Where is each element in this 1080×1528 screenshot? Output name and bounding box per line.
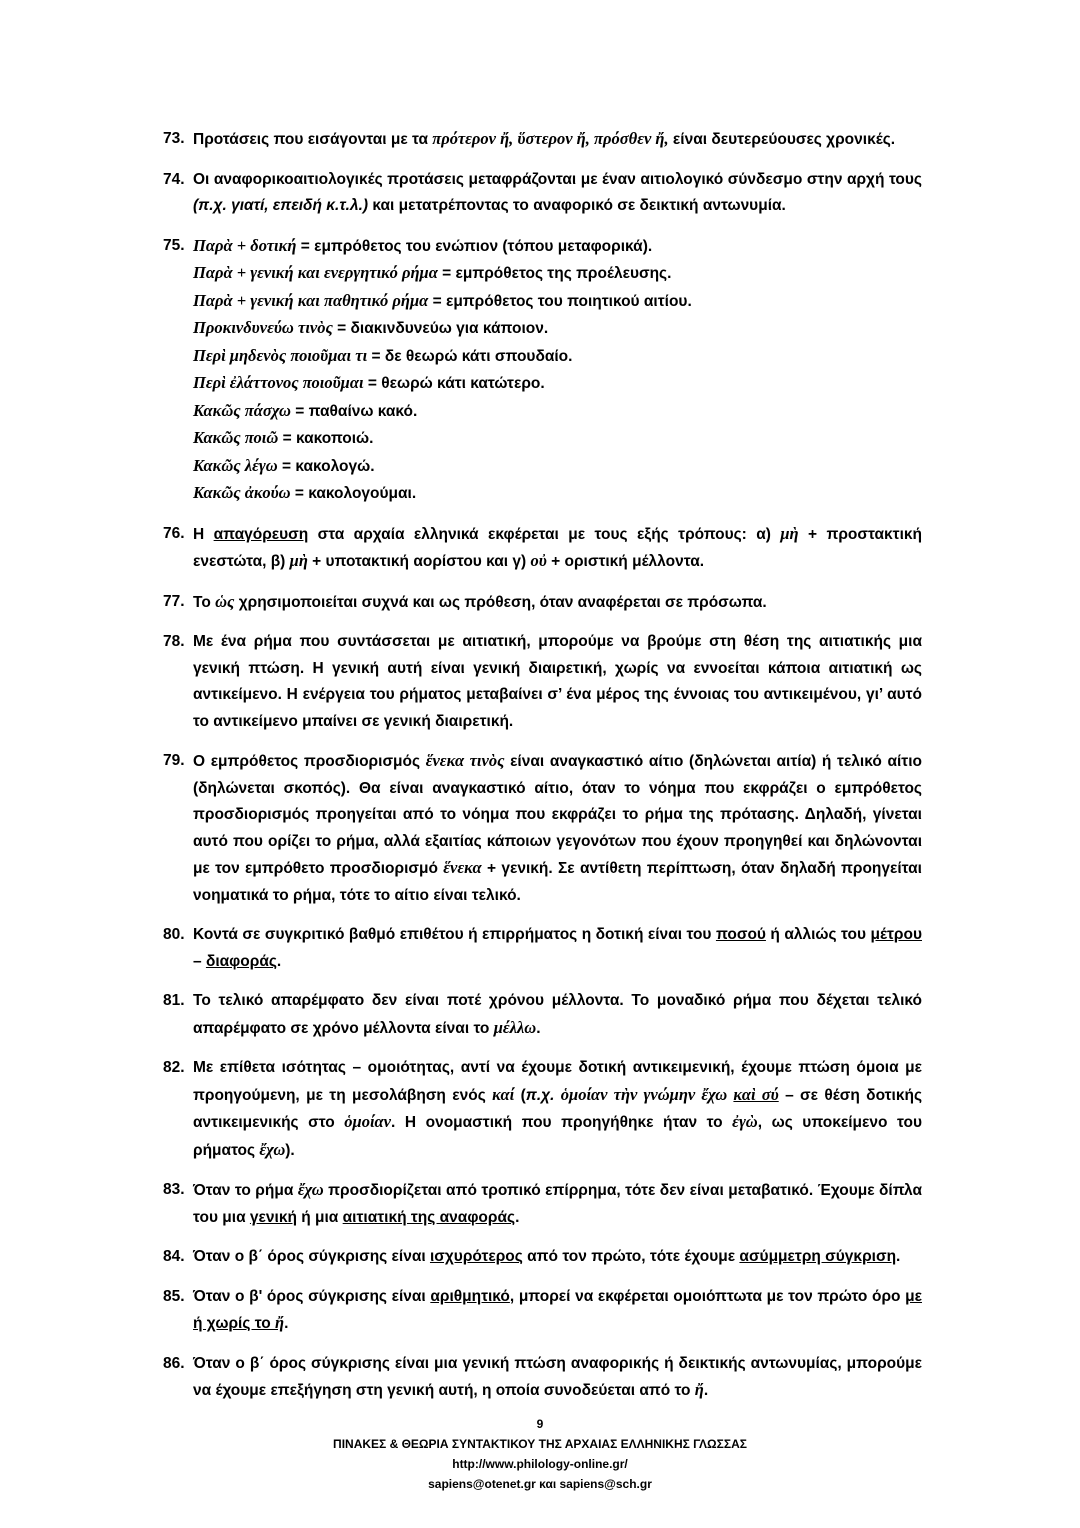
item-text — [193, 126, 922, 154]
footer-emails: sapiens@otenet.gr και sapiens@sch.gr — [428, 1477, 652, 1491]
text-segment-ag: Παρὰ + γενική και παθητικό ρήμα — [193, 290, 429, 310]
item-text — [193, 589, 922, 617]
text-segment-ag: ἔχω — [259, 1139, 286, 1159]
text-segment-ag: Παρὰ + γενική και ενεργητικό ρήμα — [193, 263, 438, 282]
text-segment: Όταν ο β' όρος σύγκρισης είναι — [193, 1287, 431, 1305]
list-item — [163, 1177, 922, 1231]
text-segment: . — [536, 1019, 541, 1037]
item-text — [193, 748, 922, 909]
text-segment-ag: πρότερον ἤ, ὕστερον ἤ, πρόσθεν ἤ, — [432, 129, 669, 148]
item-text — [193, 1351, 922, 1405]
text-segment-u: ισχυρότερος — [429, 1248, 523, 1265]
item-number: 77. — [163, 592, 185, 610]
text-segment: είναι δευτερεύουσες χρονικές. — [668, 131, 896, 148]
text-line — [193, 126, 922, 154]
list-item — [163, 1055, 922, 1164]
text-segment: , ως υποκείμενο του ρήματος — [193, 1114, 922, 1159]
item-number: 80. — [163, 926, 185, 943]
text-segment: + οριστική μέλλοντα. — [546, 553, 705, 570]
list-item — [163, 922, 922, 975]
text-segment: = θεωρώ κάτι κατώτερο. — [363, 375, 545, 392]
text-segment: + γενική. Σε αντίθετη περίπτωση, όταν δηλαδή προηγείται νοηματικά το ρήμα, τότε το αίτιο είναι τελικό. — [193, 860, 922, 904]
item-number: 75. — [163, 236, 185, 254]
text-segment-ag: Παρὰ + δοτική — [193, 235, 297, 255]
text-line — [193, 589, 922, 617]
text-segment: – σε θέση δοτικής αντικειμενικής στο — [193, 1086, 922, 1131]
text-segment: = κακολογώ. — [277, 457, 375, 475]
text-segment: Οι αναφορικοαιτιολογικές προτάσεις μεταφράζονται με έναν αιτιολογικό σύνδεσμο στην αρχή τους — [193, 170, 922, 188]
item-number: 73. — [163, 130, 185, 147]
text-segment: Όταν το ρήμα — [193, 1182, 298, 1199]
item-number: 84. — [163, 1248, 185, 1265]
text-segment-u: ποσού — [715, 926, 766, 943]
text-segment-u: μέτρου — [870, 926, 922, 943]
text-segment: είναι αναγκαστικό αίτιο (δηλώνεται αιτία) ή τελικό αίτιο (δηλώνεται σκοπός). Θα είναι αναγκαστικό αίτιο, όταν το νόημα που εκφράζει ο εμπρόθετος προσδιορισμός προηγείται από το νόημα που εκφράζει το ρήμα της πρότασης. Δηλαδή, γίνεται αυτό που ορίζει το ρήμα, αλλά εξαιτίας κάποιων γεγονότων που έχουν προηγηθεί και δηλώνονται με τον εμπρόθετο προσδιορισμό — [193, 753, 922, 877]
text-segment-u: απαγόρευση — [213, 525, 309, 543]
text-line — [193, 988, 922, 1042]
text-segment: από τον πρώτο, τότε έχουμε — [522, 1248, 740, 1265]
list-item — [163, 589, 922, 617]
text-segment-ag: Περὶ μηδενὸς ποιοῦμαι τι — [193, 345, 368, 365]
item-text — [193, 629, 922, 735]
text-segment: . — [896, 1248, 901, 1265]
text-segment: – — [193, 952, 206, 970]
text-segment-u: αιτιατική της αναφοράς — [342, 1208, 516, 1226]
text-line — [193, 922, 922, 975]
text-segment: ). — [285, 1141, 295, 1159]
text-segment: χρησιμοποιείται συχνά και ως πρόθεση, όταν αναφέρεται σε πρόσωπα. — [234, 593, 767, 611]
text-line — [193, 260, 922, 288]
item-number: 79. — [163, 752, 185, 769]
list-item — [163, 629, 922, 735]
text-segment: Με επίθετα ισότητας – ομοιότητας, αντί να έχουμε δοτική αντικειμενική, έχουμε πτώση όμοια με προηγούμενη, με τη μεσολάβηση ενός — [193, 1059, 922, 1104]
text-line — [193, 1055, 922, 1164]
text-segment-u: γενική — [249, 1208, 297, 1226]
text-segment: Ο εμπρόθετος προσδιορισμός — [193, 753, 426, 770]
page-footer — [0, 1414, 1080, 1494]
text-segment: , μπορεί να εκφέρεται ομοιόπτωτα με τον πρώτο όρο — [509, 1287, 906, 1305]
text-segment-u: ασύμμετρη σύγκριση — [739, 1248, 897, 1265]
text-line — [193, 288, 922, 316]
text-segment: . — [276, 952, 282, 970]
text-segment: Κοντά σε συγκριτικό βαθμό επιθέτου ή επιρρήματος η δοτική είναι του — [193, 926, 716, 943]
text-line — [193, 480, 922, 508]
item-number: 83. — [163, 1181, 185, 1198]
item-text — [193, 1284, 922, 1338]
text-segment: + υποτακτική αορίστου και γ) — [307, 553, 531, 570]
text-line — [193, 1244, 922, 1271]
text-segment: = διακινδυνεύω για κάποιον. — [332, 320, 549, 337]
list-item — [163, 748, 922, 909]
text-segment-ag: Περὶ ἐλάττονος ποιοῦμαι — [193, 373, 364, 392]
list-item — [163, 1244, 922, 1271]
item-text — [193, 1055, 922, 1164]
footer-url: http://www.philology-online.gr/ — [452, 1457, 628, 1471]
text-segment-ag: Κακῶς ἀκούω — [193, 483, 291, 502]
text-segment-ag: μὴ — [780, 523, 799, 543]
text-segment-ag: Κακῶς λέγω — [193, 455, 278, 475]
text-segment-ag: ὁμοίαν — [344, 1112, 391, 1131]
item-number: 82. — [163, 1059, 185, 1076]
text-segment: Το τελικό απαρέμφατο δεν είναι ποτέ χρόνου μέλλοντα. Το μοναδικό ρήμα που δέχεται τελικό απαρέμφατο σε χρόνο μέλλοντα είναι το — [193, 992, 922, 1037]
item-text — [193, 521, 922, 576]
text-segment-ag: μέλλω — [493, 1017, 537, 1037]
text-segment: = δε θεωρώ κάτι σπουδαίο. — [367, 347, 573, 365]
text-line — [193, 398, 922, 426]
text-line — [193, 167, 922, 220]
text-segment: ( — [514, 1086, 526, 1104]
text-segment: προσδιορίζεται από τροπικό επίρρημα, τότε δεν είναι μεταβατικό. Έχουμε δίπλα του μια — [193, 1182, 922, 1226]
item-text — [193, 1244, 922, 1271]
text-segment-ag: Κακῶς πάσχω — [193, 400, 291, 420]
text-segment: . Η ονομαστική που προηγήθηκε ήταν το — [391, 1114, 733, 1131]
text-segment-ag: Προκινδυνεύω τινὸς — [193, 318, 333, 337]
list-item — [163, 1351, 922, 1405]
text-segment-i: (π.χ. γιατί, επειδή κ.τ.λ.) — [193, 197, 369, 214]
text-segment-u: αριθμητικό — [430, 1287, 510, 1305]
footer-title: ΠΙΝΑΚΕΣ & ΘΕΩΡΙΑ ΣΥΝΤΑΚΤΙΚΟΥ ΤΗΣ ΑΡΧΑΙΑΣ ΕΛΛΗΝΙΚΗΣ ΓΛΩΣΣΑΣ — [333, 1437, 747, 1451]
text-segment-agu: καὶ σύ — [733, 1084, 779, 1104]
text-line — [193, 1351, 922, 1405]
text-segment-ag: μὴ — [289, 551, 308, 570]
list-item — [163, 167, 922, 220]
text-line — [193, 315, 922, 343]
item-number: 85. — [163, 1287, 185, 1305]
item-number: 76. — [163, 524, 185, 542]
text-segment: = εμπρόθετος του ενώπιον (τόπου μεταφορικά). — [296, 237, 653, 255]
numbered-list — [163, 126, 922, 1418]
text-segment: = εμπρόθετος της προέλευσης. — [437, 265, 672, 282]
text-line — [193, 370, 922, 398]
text-segment-ag: ἕνεκα τινὸς — [425, 751, 505, 770]
text-segment-ag: Κακῶς ποιῶ — [193, 428, 279, 447]
text-line — [193, 521, 922, 576]
text-segment: + προστακτική ενεστώτα, β) — [193, 525, 922, 570]
text-segment-ag: ἔχω — [297, 1180, 324, 1199]
text-segment: = εμπρόθετος του ποιητικού αιτίου. — [428, 292, 692, 310]
list-item — [163, 233, 922, 508]
item-text — [193, 922, 922, 975]
text-segment-u: με ή χωρίς το — [193, 1287, 922, 1332]
text-line — [193, 629, 922, 735]
text-segment-ag: ἕνεκα — [443, 858, 482, 877]
text-segment-u: διαφοράς — [205, 952, 277, 970]
text-segment-ag: οὐ — [530, 551, 547, 570]
text-segment-agu: ἤ — [275, 1313, 285, 1332]
list-item — [163, 988, 922, 1042]
text-segment: = παθαίνω κακό. — [290, 402, 418, 420]
text-segment: . — [284, 1315, 289, 1332]
item-text — [193, 988, 922, 1042]
list-item — [163, 1284, 922, 1338]
text-segment-ag: ἤ — [694, 1380, 704, 1399]
item-number: 81. — [163, 992, 185, 1009]
text-segment: . — [515, 1208, 520, 1226]
text-segment: ή αλλιώς του — [765, 926, 871, 943]
text-segment-i: π.χ. — [525, 1086, 561, 1104]
text-segment: στα αρχαία ελληνικά εκφέρεται με τους εξής τρόπους: α) — [308, 525, 781, 543]
text-line — [193, 233, 922, 261]
text-segment: Προτάσεις που εισάγονται με τα — [193, 131, 433, 148]
text-segment-ag: ὡς — [215, 591, 235, 611]
text-segment: Με ένα ρήμα που συντάσσεται με αιτιατική, μπορούμε να βρούμε στη θέση της αιτιατικής μια γενική πτώση. Η γενική αυτή είναι γενική διαιρετική, χωρίς να εννοείται κάποια αιτιατική ως αντικείμενο. Η ενέργεια του ρήματος μεταβαίνει σ’ ένα μέρος της έννοιας του αντικειμένου, γι’ αυτό το αντικείμενο μπαίνει σε γενική διαιρετική. — [193, 633, 922, 730]
text-segment: ή μια — [296, 1208, 343, 1226]
list-item — [163, 521, 922, 576]
text-segment: Όταν ο β΄ όρος σύγκρισης είναι — [193, 1248, 430, 1265]
text-line — [193, 1284, 922, 1338]
item-text — [193, 167, 922, 220]
text-segment: = κακοποιώ. — [278, 430, 374, 447]
text-segment: Η — [193, 525, 214, 543]
text-segment-ag: ἐγὼ — [732, 1112, 758, 1131]
text-line — [193, 453, 922, 481]
text-line — [193, 425, 922, 453]
text-segment: . — [703, 1382, 709, 1399]
text-line — [193, 748, 922, 909]
list-item — [163, 126, 922, 154]
page-number: 9 — [536, 1417, 544, 1431]
item-number: 86. — [163, 1354, 185, 1372]
text-line — [193, 343, 922, 371]
text-segment: Το — [193, 593, 216, 611]
item-text — [193, 233, 922, 508]
text-segment: Όταν ο β΄ όρος σύγκρισης είναι μια γενική πτώση αναφορικής ή δεικτικής αντωνυμίας, μπορούμε να έχουμε επεξήγηση στη γενική αυτή, η οποία συνοδεύεται από το — [193, 1354, 922, 1399]
text-segment-ag: ὁμοίαν τὴν γνώμην ἔχω — [560, 1084, 734, 1104]
text-line — [193, 1177, 922, 1231]
text-segment: = κακολογούμαι. — [290, 485, 417, 502]
item-number: 78. — [163, 633, 185, 650]
text-segment: και μετατρέποντας το αναφορικό σε δεικτική αντωνυμία. — [368, 197, 786, 214]
text-segment-ag: καί — [492, 1084, 515, 1104]
item-text — [193, 1177, 922, 1231]
item-number: 74. — [163, 170, 185, 188]
